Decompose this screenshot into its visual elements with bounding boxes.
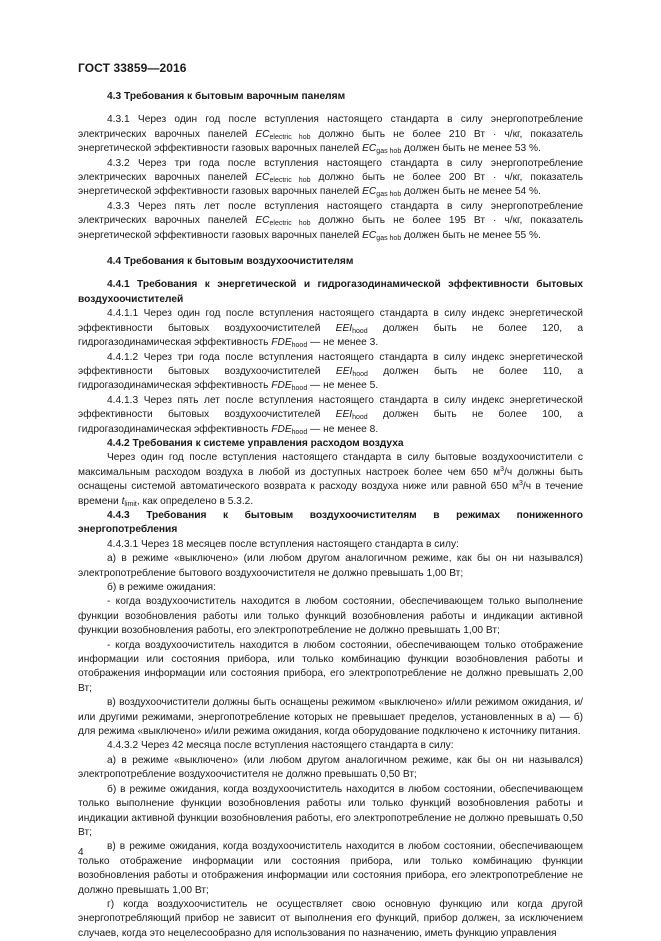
paragraph-4-4-1-2: 4.4.1.2 Через три года после вступления настоящего стандарта в силу индекс энергетической эффективности бытовых воздухоочистителей $EEI_{hood}$ должен быть не более 110, а гидрогазодинамическая эффективность $FDE_{hood}$ — не менее 5. bbox=[78, 351, 583, 393]
page-number: 4 bbox=[78, 847, 84, 858]
section-4-4-1-heading: 4.4.1 Требования к энергетической и гидрогазодинамической эффективности бытовых воздухоочистителей bbox=[78, 279, 583, 305]
paragraph-4-4-3-2: 4.4.3.2 Через 42 месяца после вступления настоящего стандарта в силу: bbox=[107, 740, 454, 752]
paragraph-4-4-2: Через один год после вступления настоящего стандарта в силу бытовые воздухоочистители с максимальным расходом воздуха в любой из доступных настроек более чем 650 $м^3/ч$ должны быть оснащены системой автоматического возврата к расходу воздуха ниже или равной 650 $м^3/ч$ в течение времени $t_{limit}$, как определено в 5.3.2. bbox=[78, 452, 583, 508]
section-4-3-heading: 4.3 Требования к бытовым варочным панелям bbox=[107, 91, 346, 102]
paragraph-4-4-3-1-a: а) в режиме «выключено» (или любом другом аналогичном режиме, как бы он ни назывался) электропотребление бытового воздухоочистителя не должно превышать 1,00 Вт; bbox=[78, 553, 583, 579]
section-4-4-heading: 4.4 Требования к бытовым воздухоочистителям bbox=[107, 256, 354, 268]
paragraph-4-4-3-2-a: а) в режиме «выключено» (или любом другом аналогичном режиме, как бы он ни назывался) электропотребление воздухоочистителя не должно превышать 0,50 Вт; bbox=[78, 754, 583, 781]
paragraph-4-4-3-1-b: б) в режиме ожидания: bbox=[107, 582, 216, 593]
paragraph-4-3-3: 4.3.3 Через пять лет после вступления настоящего стандарта в силу энергопотребление электрических варочных панелей $EC_{electric hob}$ должно быть не более 195 Вт · ч/кг, показатель энергетической эффективности газовых варочных панелей $EC_{gas hob}$ должен быть не менее 55 %. bbox=[78, 200, 584, 242]
document-body bbox=[78, 90, 583, 941]
paragraph-4-4-3-2-b: б) в режиме ожидания, когда воздухоочиститель находится в любом состоянии, обеспечивающем только выполнение функции возобновления работы или только функций возобновления работы и индикации активной функции возобновления работы, его электропотребление не должно превышать 0,50 Вт; bbox=[78, 783, 583, 838]
paragraph-4-4-3-1-b-2: - когда воздухоочиститель находится в любом состоянии, обеспечивающем только отображение информации или состояния прибора, или только комбинацию функции возобновления работы и отображения информации или состояния прибора, его электропотребление не должно превышать 2,00 Вт; bbox=[78, 639, 583, 694]
section-4-4-2-heading: 4.4.2 Требования к системе управления расходом воздуха bbox=[107, 437, 404, 449]
paragraph-4-4-3-2-c: в) в режиме ожидания, когда воздухоочиститель находится в любом состоянии, обеспечивающем только отображение информации или состояния прибора, или только комбинацию функции возобновления работы и отображения информации или состояния прибора, его электропотребление не должно превышать 1,00 Вт; bbox=[78, 841, 583, 896]
paragraph-4-4-1-1: 4.4.1.1 Через один год после вступления настоящего стандарта в силу индекс энергетической эффективности бытовых воздухоочистителей $EEI_{hood}$ должен быть не более 120, а гидрогазодинамическая эффективность $FDE_{hood}$ — не менее 3. bbox=[78, 308, 583, 350]
paragraph-4-4-3-2-d: г) когда воздухоочиститель не осуществляет свою основную функцию или когда другой энергопотребляющий прибор не зависит от выполнения его функций, прибор должен, за исключением случаев, когда это нецелесообразно для использования по назначению, иметь функцию управления bbox=[78, 898, 583, 939]
paragraph-4-4-1-3: 4.4.1.3 Через пять лет после вступления настоящего стандарта в силу индекс энергетической эффективности бытовых воздухоочистителей $EEI_{hood}$ должен быть не более 100, а гидрогазодинамическая эффективность $FDE_{hood}$ — не менее 8. bbox=[78, 394, 583, 436]
paragraph-4-3-1: 4.3.1 Через один год после вступления настоящего стандарта в силу энергопотребление электрических варочных панелей $EC_{electric hob}$ должно быть не более 210 Вт · ч/кг, показатель энергетической эффективности газовых варочных панелей $EC_{gas hob}$ должен быть не менее 53 %. bbox=[78, 114, 584, 156]
paragraph-4-3-2: 4.3.2 Через три года после вступления настоящего стандарта в силу энергопотребление электрических варочных панелей $EC_{electric hob}$ должно быть не более 200 Вт · ч/кг, показатель энергетической эффективности газовых варочных панелей $EC_{gas hob}$ должен быть не менее 54 %. bbox=[78, 157, 584, 199]
paragraph-4-4-3-1-c: в) воздухоочистители должны быть оснащены режимом «выключено» и/или режимом ожидания, и/или другими режимами, энергопотребление которых не превышает пределов, установленных в а) — б) для режима «выключено» и/или режима ожидания, когда оборудование подключено к источнику питания. bbox=[78, 697, 583, 738]
section-4-4-3-heading: 4.4.3 Требования к бытовым воздухоочистителям в режимах пониженного энергопотребления bbox=[78, 509, 583, 536]
paragraph-4-4-3-1-b-1: - когда воздухоочиститель находится в любом состоянии, обеспечивающем только выполнение функции возобновления работы или только функций возобновления работы и индикации активной функции возобновления работы, его электропотребление не должно превышать 1,00 Вт; bbox=[78, 596, 583, 637]
document-header: ГОСТ 33859—2016 bbox=[78, 61, 187, 75]
paragraph-4-4-3-1: 4.4.3.1 Через 18 месяцев после вступления настоящего стандарта в силу: bbox=[107, 538, 459, 550]
